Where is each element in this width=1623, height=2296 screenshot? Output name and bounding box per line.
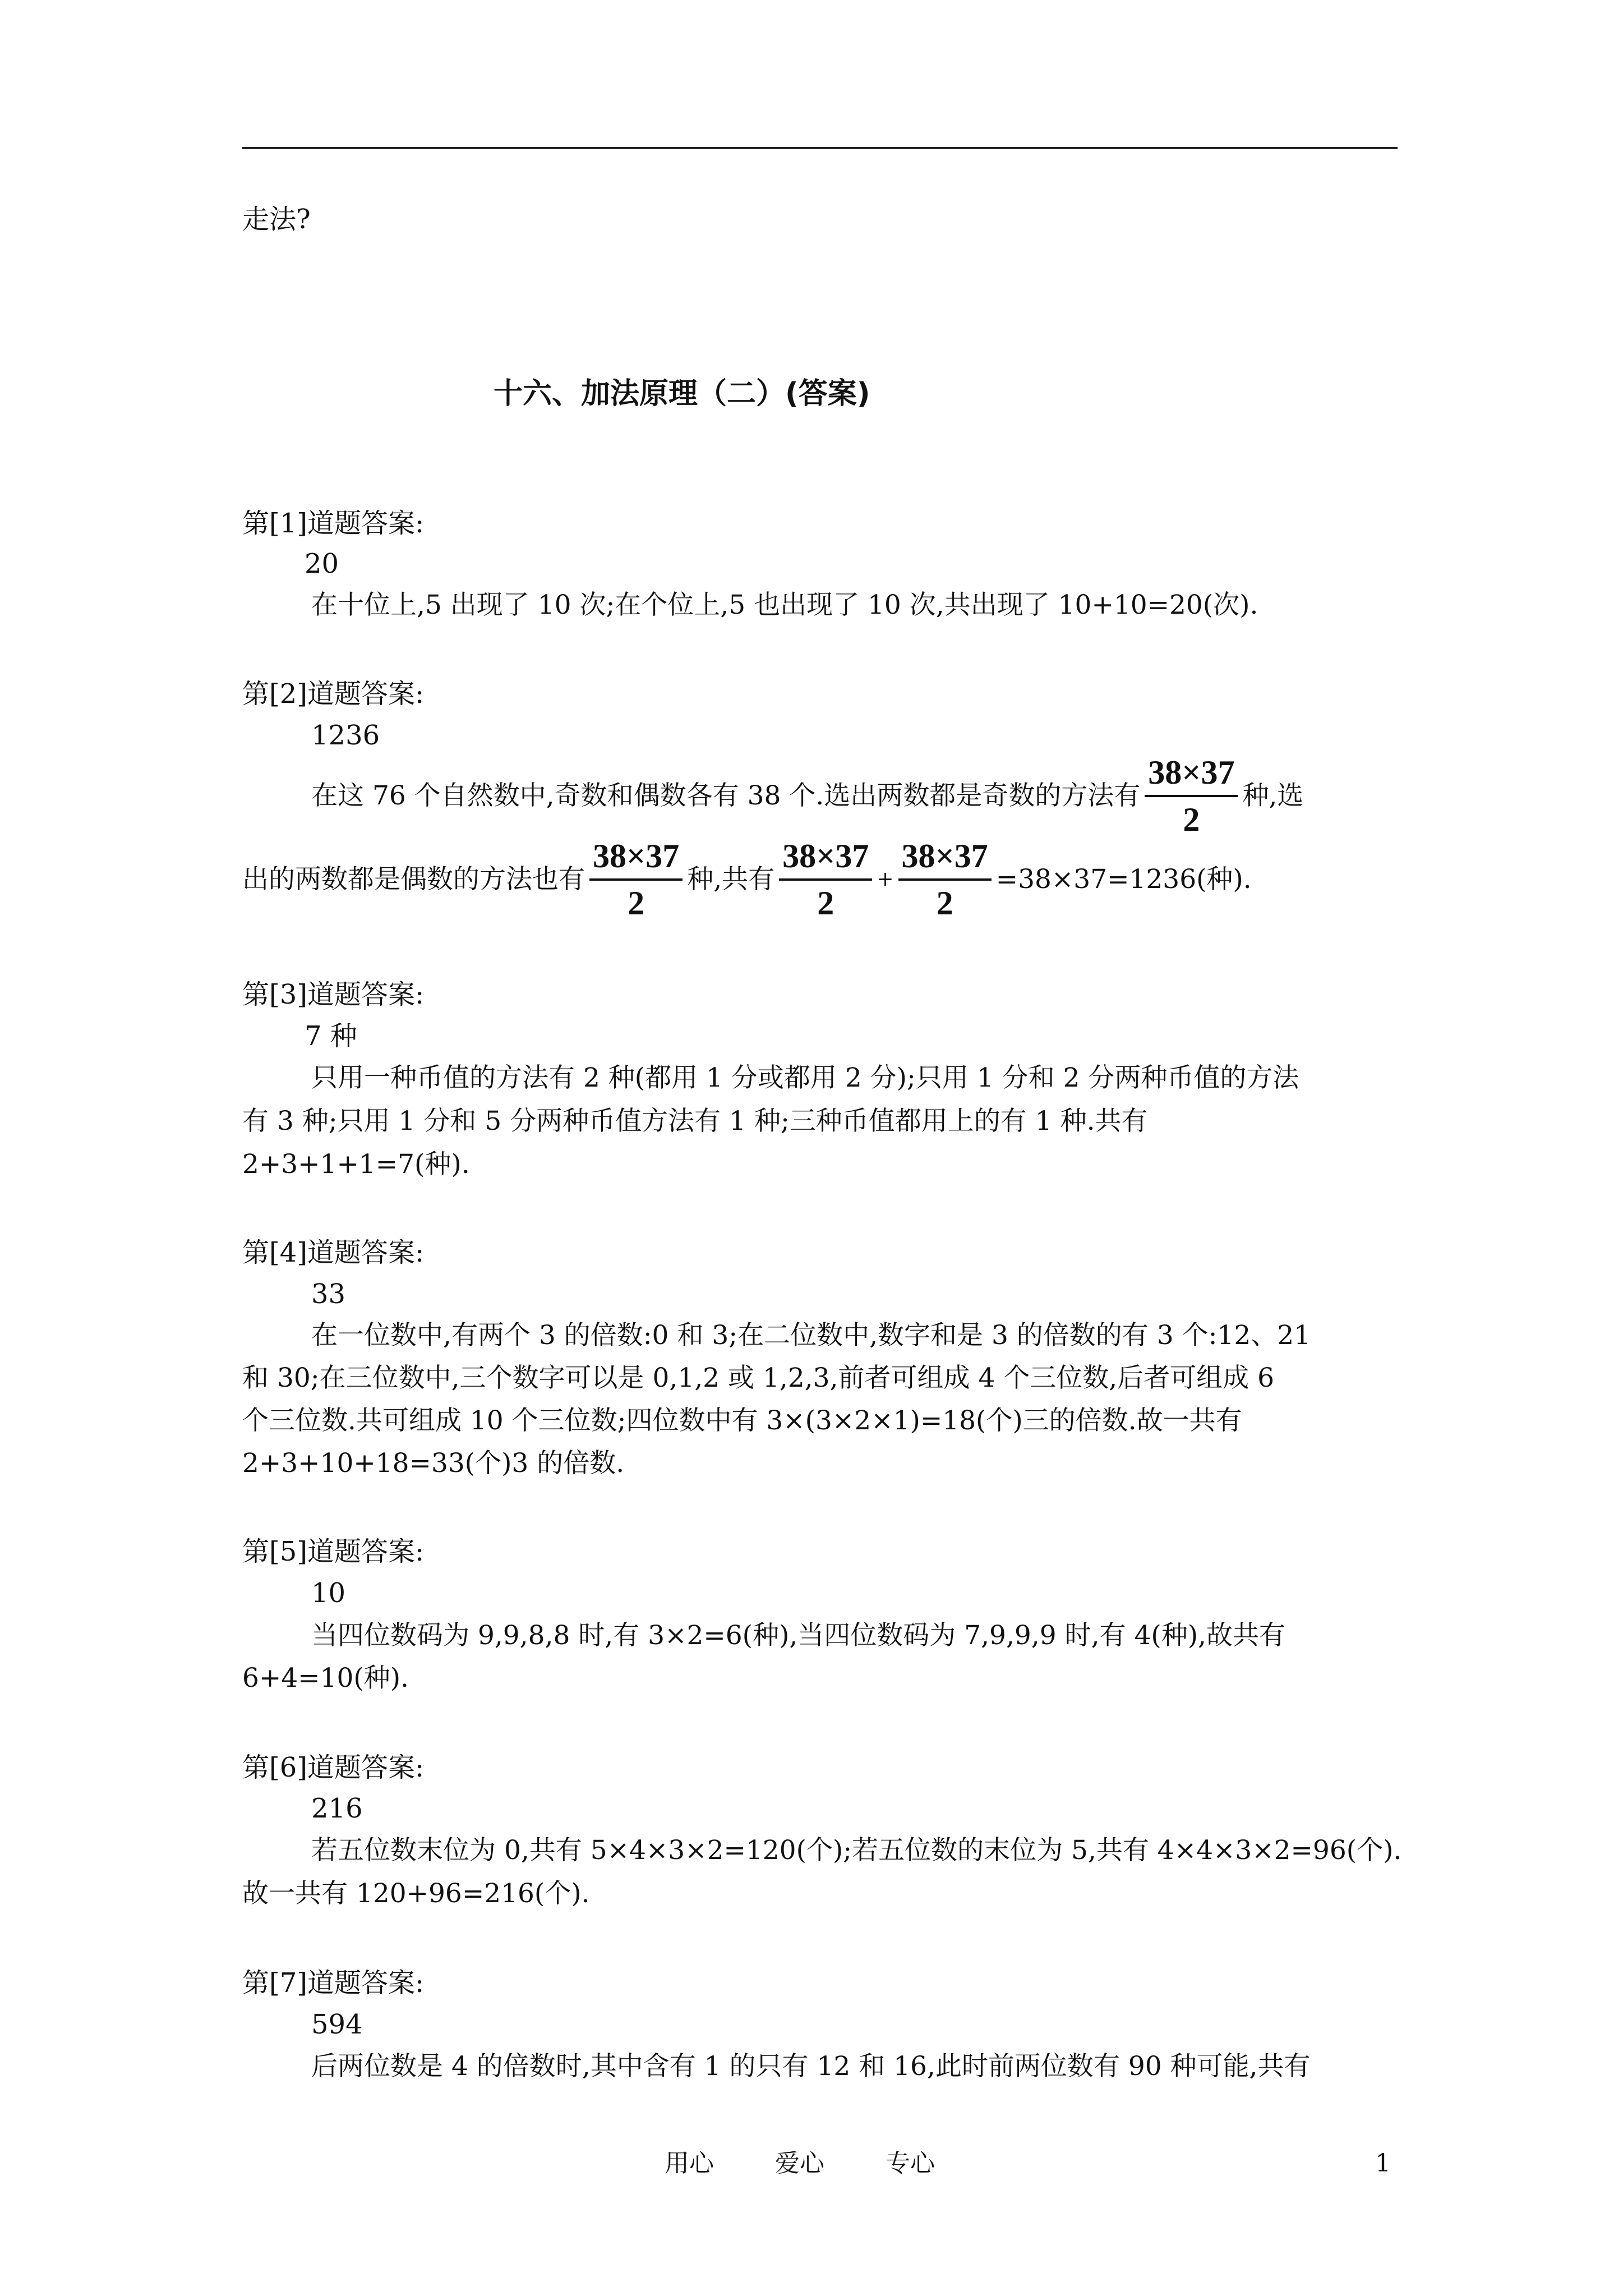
fraction-numerator: 38×37 [898, 837, 992, 881]
answer-7-heading: 第[7]道题答案: [242, 1967, 425, 1999]
answer-2-line-2-tail: =38×37=1236(种). [995, 864, 1252, 895]
section-title: 十六、加法原理（二）(答案) [494, 377, 870, 411]
answer-2-line-2-text: 出的两数都是偶数的方法也有 [242, 864, 585, 895]
answer-2-heading: 第[2]道题答案: [242, 678, 425, 710]
footer-motto [665, 2147, 988, 2180]
fraction-denominator: 2 [817, 885, 834, 922]
answer-1-line-1: 在十位上,5 出现了 10 次;在个位上,5 也出现了 10 次,共出现了 10+10=20(次). [311, 590, 1258, 620]
answer-4-value: 33 [311, 1278, 346, 1310]
fraction-numerator: 38×37 [779, 837, 872, 881]
answer-6-value: 216 [311, 1793, 363, 1824]
answer-7-value: 594 [311, 2009, 363, 2040]
fraction [589, 837, 683, 922]
answer-2-line-1-tail: 种,选 [1242, 780, 1304, 811]
footer-item: 专心 [886, 2149, 935, 2178]
answer-3-heading: 第[3]道题答案: [242, 979, 425, 1010]
answer-6-line-2: 故一共有 120+96=216(个). [242, 1878, 590, 1909]
fraction-denominator: 2 [936, 885, 953, 922]
fraction [779, 837, 872, 922]
continuation-text: 走法? [242, 204, 311, 235]
answer-3-line-1: 只用一种币值的方法有 2 种(都用 1 分或都用 2 分);只用 1 分和 2 分两种币值的方法 [311, 1062, 1299, 1093]
footer-item: 用心 [665, 2149, 714, 2178]
header-rule [242, 147, 1398, 149]
answer-3-line-2: 有 3 种;只用 1 分和 5 分两种币值方法有 1 种;三种币值都用上的有 1 种.共有 [242, 1106, 1148, 1137]
answer-5-value: 10 [311, 1577, 346, 1609]
answer-5-line-1: 当四位数码为 9,9,8,8 时,有 3×2=6(种),当四位数码为 7,9,9,9 时,有 4(种),故共有 [311, 1620, 1285, 1651]
answer-4-line-2: 和 30;在三位数中,三个数字可以是 0,1,2 或 1,2,3,前者可组成 4 个三位数,后者可组成 6 [242, 1363, 1275, 1393]
footer-item: 爱心 [775, 2149, 824, 2178]
answer-2-line-2-mid: 种,共有 [687, 864, 775, 895]
answer-4-line-1: 在一位数中,有两个 3 的倍数:0 和 3;在二位数中,数字和是 3 的倍数的有 3 个:12、21 [311, 1320, 1311, 1351]
fraction-numerator: 38×37 [589, 837, 683, 881]
answer-1-value: 20 [305, 548, 339, 579]
answer-3-line-3: 2+3+1+1=7(种). [242, 1149, 470, 1180]
answer-3-value: 7 种 [305, 1020, 357, 1052]
fraction [1145, 753, 1238, 839]
answer-4-line-4: 2+3+10+18=33(个)3 的倍数. [242, 1448, 625, 1479]
answer-2-line-1-text: 在这 76 个自然数中,奇数和偶数各有 38 个.选出两数都是奇数的方法有 [311, 780, 1141, 811]
page-number: 1 [1375, 2149, 1391, 2178]
answer-6-line-1: 若五位数末位为 0,共有 5×4×3×2=120(个);若五位数的末位为 5,共有 4×4×3×2=96(个). [311, 1835, 1402, 1866]
answer-6-heading: 第[6]道题答案: [242, 1752, 425, 1783]
answer-2-line-2 [242, 837, 1252, 922]
answer-1-heading: 第[1]道题答案: [242, 508, 425, 539]
answer-4-line-3: 个三位数.共可组成 10 个三位数;四位数中有 3×(3×2×1)=18(个)三的倍数.故一共有 [242, 1405, 1242, 1436]
answer-4-heading: 第[4]道题答案: [242, 1237, 425, 1268]
answer-5-line-2: 6+4=10(种). [242, 1663, 409, 1694]
plus-sign: + [877, 868, 894, 891]
fraction-denominator: 2 [628, 885, 645, 922]
answer-2-value: 1236 [311, 720, 380, 751]
fraction-denominator: 2 [1183, 801, 1200, 838]
fraction [898, 837, 992, 922]
answer-2-line-1 [311, 753, 1303, 839]
answer-7-line-1: 后两位数是 4 的倍数时,其中含有 1 的只有 12 和 16,此时前两位数有 90 种可能,共有 [311, 2051, 1311, 2082]
fraction-numerator: 38×37 [1145, 753, 1238, 797]
answer-5-heading: 第[5]道题答案: [242, 1536, 425, 1567]
